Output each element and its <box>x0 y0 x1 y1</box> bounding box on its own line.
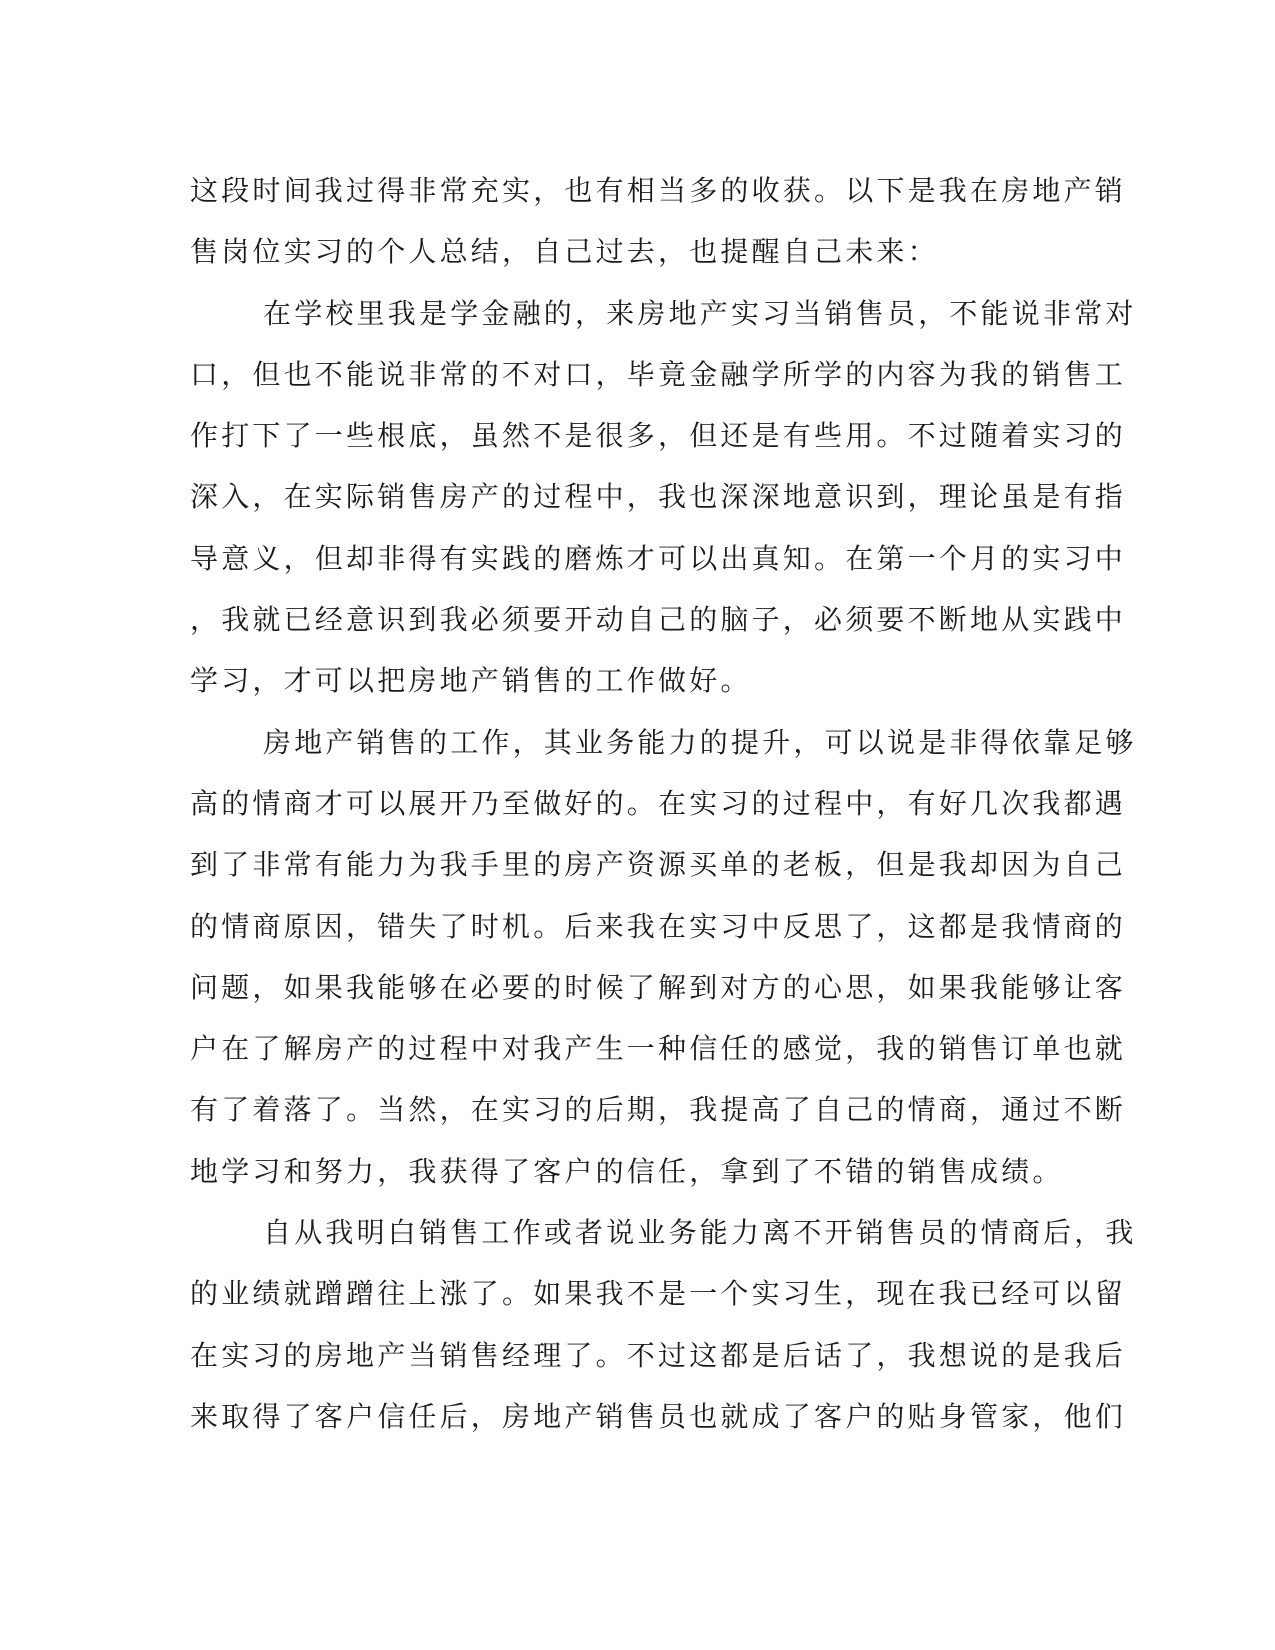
text-line: ，我就已经意识到我必须要开动自己的脑子，必须要不断地从实践中 <box>190 603 1127 637</box>
text-line: 问题，如果我能够在必要的时候了解到对方的心思，如果我能够让客 <box>190 970 1127 1004</box>
text-line: 户在了解房产的过程中对我产生一种信任的感觉，我的销售订单也就 <box>190 1032 1127 1066</box>
text-line: 有了着落了。当然，在实习的后期，我提高了自己的情商，通过不断 <box>190 1093 1127 1127</box>
text-line: 地学习和努力，我获得了客户的信任，拿到了不错的销售成绩。 <box>190 1154 1064 1188</box>
text-line: 学习，才可以把房地产销售的工作做好。 <box>190 664 752 698</box>
paragraph-start-line: 在学校里我是学金融的，来房地产实习当销售员，不能说非常对 <box>263 296 1137 330</box>
text-line: 到了非常有能力为我手里的房产资源买单的老板，但是我却因为自己 <box>190 848 1127 882</box>
text-line: 作打下了一些根底，虽然不是很多，但还是有些用。不过随着实习的 <box>190 419 1127 453</box>
text-line: 高的情商才可以展开乃至做好的。在实习的过程中，有好几次我都遇 <box>190 786 1127 820</box>
paragraph-start-line: 自从我明白销售工作或者说业务能力离不开销售员的情商后，我 <box>263 1216 1137 1250</box>
text-line: 在实习的房地产当销售经理了。不过这都是后话了，我想说的是我后 <box>190 1338 1127 1372</box>
text-line: 口，但也不能说非常的不对口，毕竟金融学所学的内容为我的销售工 <box>190 357 1127 391</box>
text-line: 这段时间我过得非常充实，也有相当多的收获。以下是我在房地产销 <box>190 174 1127 207</box>
text-line: 导意义，但却非得有实践的磨炼才可以出真知。在第一个月的实习中 <box>190 541 1127 575</box>
text-line: 来取得了客户信任后，房地产销售员也就成了客户的贴身管家，他们 <box>190 1399 1127 1433</box>
text-line: 的业绩就蹭蹭往上涨了。如果我不是一个实习生，现在我已经可以留 <box>190 1277 1127 1311</box>
text-line: 的情商原因，错失了时机。后来我在实习中反思了，这都是我情商的 <box>190 909 1127 943</box>
text-line: 售岗位实习的个人总结，自己过去，也提醒自己未来： <box>190 235 939 269</box>
body-text <box>190 160 1137 1447</box>
paragraph-start-line: 房地产销售的工作，其业务能力的提升，可以说是非得依靠足够 <box>263 725 1137 759</box>
text-line: 深入，在实际销售房产的过程中，我也深深地意识到，理论虽是有指 <box>190 480 1127 514</box>
